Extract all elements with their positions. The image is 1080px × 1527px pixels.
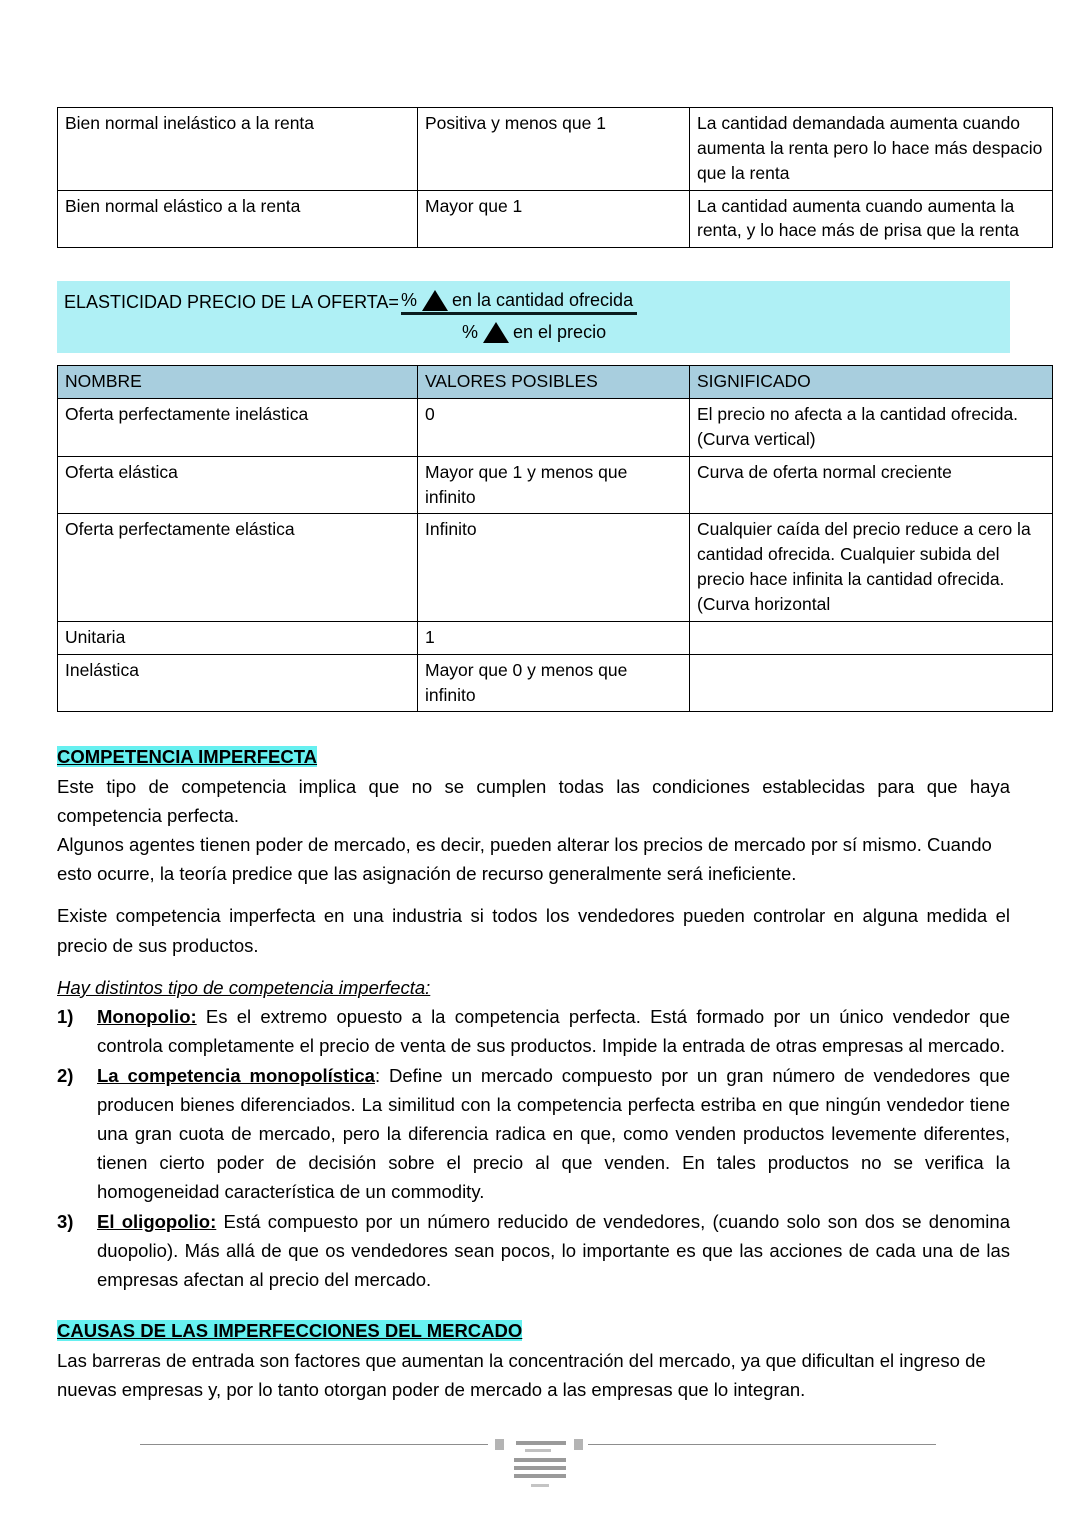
list-intro-text: Hay distintos tipo de competencia imperfecta: <box>57 976 431 998</box>
percent-symbol: % <box>400 290 417 311</box>
footer-faded-line-3 <box>514 1458 566 1462</box>
cell-name: Bien normal inelástico a la renta <box>58 108 418 191</box>
cell-values: Infinito <box>418 514 690 621</box>
table-row <box>58 621 1053 654</box>
heading-text: CAUSAS DE LAS IMPERFECCIONES DEL MERCADO <box>57 1320 523 1342</box>
formula-denominator-text: en el precio <box>513 322 607 343</box>
cell-name: Unitaria <box>58 621 418 654</box>
cell-meaning: La cantidad demandada aumenta cuando aumenta la renta pero lo hace más despacio que la renta <box>690 108 1053 191</box>
table-row <box>58 456 1053 514</box>
list-item-marker: 2) <box>57 1064 74 1086</box>
list-tipos-competencia-imperfecta <box>57 1002 1010 1294</box>
footer-tick-left <box>495 1439 504 1450</box>
cell-values: Mayor que 1 <box>418 190 690 248</box>
cell-values: 0 <box>418 399 690 457</box>
triangle-delta-icon <box>483 322 509 343</box>
footer-faded-line-1 <box>516 1441 566 1445</box>
table-header-row <box>58 366 1053 399</box>
list-item <box>57 1002 1010 1060</box>
list-item-term: Monopolio: <box>97 1006 197 1028</box>
cell-name: Oferta elástica <box>58 456 418 514</box>
cell-name: Inelástica <box>58 654 418 712</box>
footer-faded-line-5 <box>514 1474 566 1478</box>
section-heading-causas-imperfecciones <box>57 1316 1010 1345</box>
list-item-text: : Define un mercado compuesto por un gran número de vendedores que producen bienes diferenciados. La similitud con la competencia perfecta estriba en que ningún vendedor tiene una gran cuota de mercado, pero la diferencia radica en que, como venden productos levemente diferentes, tienen cierto poder de decisión sobre el precio al que venden. En tales productos no se verifica la homogeneidad característica de un commodity. <box>97 1064 1010 1203</box>
cell-meaning: El precio no afecta a la cantidad ofrecida. (Curva vertical) <box>690 399 1053 457</box>
cell-meaning <box>690 654 1053 712</box>
cell-name: Oferta perfectamente elástica <box>58 514 418 621</box>
cell-meaning: Cualquier caída del precio reduce a cero la cantidad ofrecida. Cualquier subida del precio hace infinita la cantidad ofrecida. (Curva horizontal <box>690 514 1053 621</box>
cell-values: Mayor que 0 y menos que infinito <box>418 654 690 712</box>
formula-numerator-row <box>64 290 1010 315</box>
list-item <box>57 1207 1010 1295</box>
list-intro-competencia <box>57 973 1010 1002</box>
cell-values: Positiva y menos que 1 <box>418 108 690 191</box>
footer-faded-line-4 <box>514 1466 566 1470</box>
table-row <box>58 108 1053 191</box>
table-elasticidad-oferta <box>57 365 1053 712</box>
list-item-marker: 1) <box>57 1006 74 1028</box>
table-elasticidad-renta <box>57 107 1053 248</box>
list-item-term: La competencia monopolística <box>97 1064 375 1086</box>
formula-numerator-text: en la cantidad ofrecida <box>451 290 634 311</box>
table-row <box>58 399 1053 457</box>
formula-elasticidad-precio-oferta <box>57 281 1010 353</box>
footer-tick-right <box>574 1439 583 1450</box>
footer-watermark-artifact <box>0 1424 1080 1514</box>
column-header-significado: SIGNIFICADO <box>690 366 1053 399</box>
cell-meaning: La cantidad aumenta cuando aumenta la renta, y lo hace más de prisa que la renta <box>690 190 1053 248</box>
list-item-marker: 3) <box>57 1210 74 1232</box>
formula-denominator-row <box>64 322 1010 343</box>
list-item-term: El oligopolio: <box>97 1210 217 1232</box>
formula-label: ELASTICIDAD PRECIO DE LA OFERTA= <box>64 292 399 313</box>
column-header-nombre: NOMBRE <box>58 366 418 399</box>
table-row <box>58 654 1053 712</box>
paragraph-competencia-2: Algunos agentes tienen poder de mercado, es decir, pueden alterar los precios de mercado por sí mismo. Cuando esto ocurre, la teoría predice que las asignación de recurso generalmente será ineficiente. <box>57 834 992 885</box>
paragraph-competencia-1: Este tipo de competencia implica que no se cumplen todas las condiciones establecidas para que haya competencia perfecta. <box>57 775 1010 826</box>
footer-rule-right <box>588 1444 936 1445</box>
cell-values: 1 <box>418 621 690 654</box>
footer-faded-line-6 <box>531 1484 549 1487</box>
paragraph-competencia-3: Existe competencia imperfecta en una industria si todos los vendedores pueden controlar en alguna medida el precio de sus productos. <box>57 905 1010 956</box>
table-row <box>58 514 1053 621</box>
percent-symbol: % <box>462 322 479 343</box>
list-item-text: Está compuesto por un número reducido de vendedores, (cuando solo son dos se denomina duopolio). Más allá de que os vendedores sean pocos, lo importante es que las acciones de cada una de las empresas afectan al precio del mercado. <box>97 1210 1010 1291</box>
cell-values: Mayor que 1 y menos que infinito <box>418 456 690 514</box>
paragraph-causas: Las barreras de entrada son factores que aumentan la concentración del mercado, ya que dificultan el ingreso de nuevas empresas y, por lo tanto otorgan poder de mercado a las empresas que lo integran. <box>57 1349 986 1400</box>
list-item <box>57 1061 1010 1207</box>
column-header-valores: VALORES POSIBLES <box>418 366 690 399</box>
triangle-delta-icon <box>422 290 448 311</box>
cell-meaning <box>690 621 1053 654</box>
table-row <box>58 190 1053 248</box>
formula-numerator <box>401 290 637 315</box>
cell-meaning: Curva de oferta normal creciente <box>690 456 1053 514</box>
list-item-text: Es el extremo opuesto a la competencia perfecta. Está formado por un único vendedor que controla completamente el precio de venta de sus productos. Impide la entrada de otras empresas al mercado. <box>97 1006 1010 1057</box>
footer-rule-left <box>140 1444 488 1445</box>
footer-faded-line-2 <box>525 1449 551 1452</box>
heading-text: COMPETENCIA IMPERFECTA <box>57 746 318 768</box>
cell-name: Bien normal elástico a la renta <box>58 190 418 248</box>
cell-name: Oferta perfectamente inelástica <box>58 399 418 457</box>
section-heading-competencia-imperfecta <box>57 742 1010 771</box>
